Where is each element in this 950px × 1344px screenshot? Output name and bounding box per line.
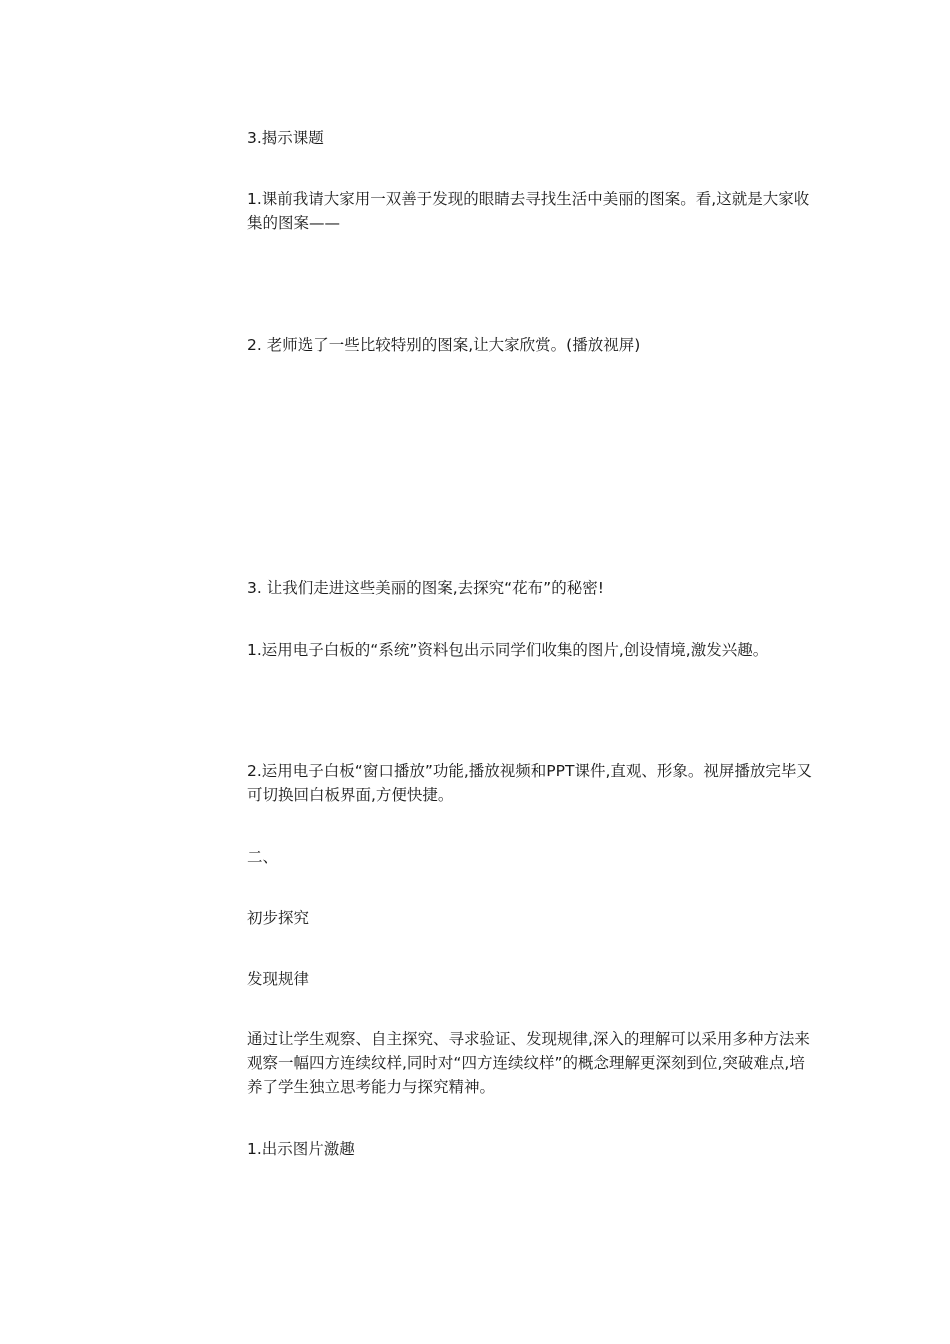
paragraph-explore-secret: 3. 让我们走进这些美丽的图案,去探究“花布”的秘密! bbox=[247, 579, 604, 597]
paragraph-teacher-selection: 2. 老师选了一些比较特别的图案,让大家欣赏。(播放视屏) bbox=[247, 336, 641, 354]
section-heading-discover-rules: 发现规律 bbox=[247, 970, 310, 988]
section-number: 二、 bbox=[247, 848, 279, 866]
paragraph-whiteboard-system: 1.运用电子白板的“系统”资料包出示同学们收集的图片,创设情境,激发兴趣。 bbox=[247, 641, 769, 659]
paragraph-observation-method: 通过让学生观察、自主探究、寻求验证、发现规律,深入的理解可以采用多种方法来观察一幅四方连续纹样,同时对“四方连续纹样”的概念理解更深刻到位,突破难点,培养了学生独立思考能力与探究精神。 bbox=[247, 1030, 810, 1096]
section-heading-initial-exploration: 初步探究 bbox=[247, 909, 310, 927]
paragraph-show-pictures: 1.出示图片激趣 bbox=[247, 1140, 355, 1158]
paragraph-collect-patterns: 1.课前我请大家用一双善于发现的眼睛去寻找生活中美丽的图案。看,这就是大家收集的图案—— bbox=[247, 190, 810, 232]
paragraph-reveal-topic: 3.揭示课题 bbox=[247, 129, 324, 147]
paragraph-whiteboard-window: 2.运用电子白板“窗口播放”功能,播放视频和PPT课件,直观、形象。视屏播放完毕又可切换回白板界面,方便快捷。 bbox=[247, 762, 812, 804]
